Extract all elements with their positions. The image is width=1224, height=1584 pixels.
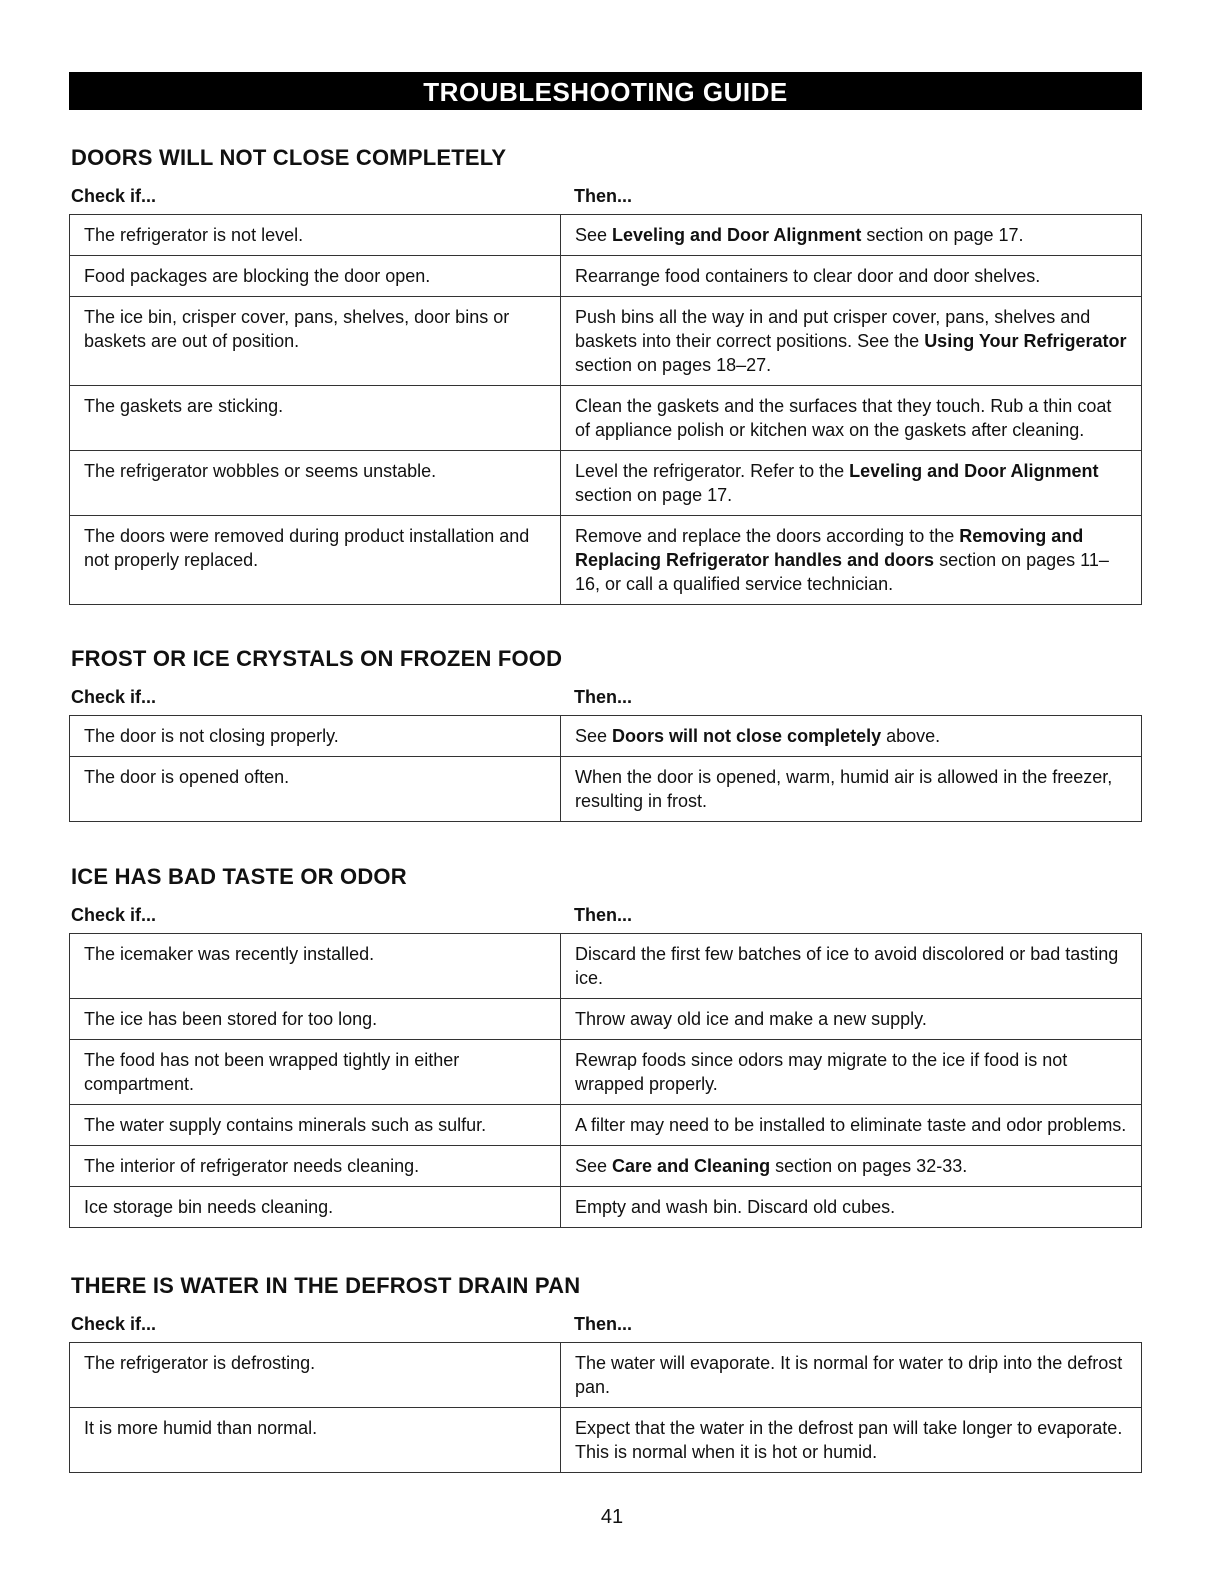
then-cell bbox=[561, 516, 1142, 605]
section-title: THERE IS WATER IN THE DEFROST DRAIN PAN bbox=[71, 1273, 581, 1298]
then-text: When the door is opened, warm, humid air is allowed in the freezer, resulting in frost. bbox=[575, 767, 1113, 811]
section-reference: Removing and Replacing Refrigerator handles and doors bbox=[575, 526, 1084, 570]
then-cell bbox=[561, 716, 1142, 757]
table-row bbox=[70, 215, 1142, 256]
section-reference: Using Your Refrigerator bbox=[924, 331, 1127, 351]
section-title: FROST OR ICE CRYSTALS ON FROZEN FOOD bbox=[71, 646, 563, 671]
check-if-cell: The gaskets are sticking. bbox=[70, 386, 561, 451]
section-title: ICE HAS BAD TASTE OR ODOR bbox=[71, 864, 407, 889]
then-text: section on page 17. bbox=[575, 485, 733, 505]
check-if-cell: The water supply contains minerals such as sulfur. bbox=[70, 1105, 561, 1146]
then-text: section on page 17. bbox=[861, 225, 1024, 245]
then-text: above. bbox=[881, 726, 941, 746]
table-row bbox=[70, 1187, 1142, 1228]
then-text: See bbox=[575, 1156, 613, 1176]
table-row bbox=[70, 934, 1142, 999]
then-text: See bbox=[575, 225, 613, 245]
check-if-cell: The refrigerator is not level. bbox=[70, 215, 561, 256]
section-reference: Leveling and Door Alignment bbox=[612, 225, 862, 245]
table-row bbox=[70, 757, 1142, 822]
troubleshooting-table bbox=[69, 933, 1142, 1228]
table-row bbox=[70, 297, 1142, 386]
troubleshooting-table bbox=[69, 214, 1142, 605]
then-cell bbox=[561, 1187, 1142, 1228]
check-if-header: Check if... bbox=[71, 905, 157, 925]
check-if-cell: The doors were removed during product installation and not properly replaced. bbox=[70, 516, 561, 605]
check-if-cell: The refrigerator is defrosting. bbox=[70, 1343, 561, 1408]
then-header: Then... bbox=[574, 1314, 632, 1334]
table-row bbox=[70, 516, 1142, 605]
table-row bbox=[70, 1105, 1142, 1146]
then-cell bbox=[561, 451, 1142, 516]
then-text: Clean the gaskets and the surfaces that they touch. Rub a thin coat of appliance polish or kitchen wax on the gaskets after cleaning. bbox=[575, 396, 1112, 440]
page-number: 41 bbox=[600, 1506, 624, 1528]
table-row bbox=[70, 716, 1142, 757]
table-row bbox=[70, 1408, 1142, 1473]
then-text: Rewrap foods since odors may migrate to the ice if food is not wrapped properly. bbox=[575, 1050, 1068, 1094]
then-text: section on pages 18–27. bbox=[575, 355, 772, 375]
then-text: Empty and wash bin. Discard old cubes. bbox=[575, 1197, 896, 1217]
section-reference: Care and Cleaning bbox=[612, 1156, 771, 1176]
check-if-header: Check if... bbox=[71, 1314, 157, 1334]
check-if-header: Check if... bbox=[71, 687, 157, 707]
troubleshooting-table bbox=[69, 715, 1142, 822]
column-headers bbox=[69, 686, 1142, 708]
then-cell bbox=[561, 215, 1142, 256]
page-banner-title: TROUBLESHOOTING GUIDE bbox=[69, 72, 1142, 110]
then-text: section on pages 32-33. bbox=[770, 1156, 968, 1176]
then-text: The water will evaporate. It is normal for water to drip into the defrost pan. bbox=[575, 1353, 1123, 1397]
check-if-cell: Food packages are blocking the door open. bbox=[70, 256, 561, 297]
then-header: Then... bbox=[574, 186, 632, 206]
then-cell bbox=[561, 1408, 1142, 1473]
section-reference: Doors will not close completely bbox=[612, 726, 882, 746]
then-text: Level the refrigerator. Refer to the bbox=[575, 461, 850, 481]
then-cell bbox=[561, 1040, 1142, 1105]
check-if-cell: The door is not closing properly. bbox=[70, 716, 561, 757]
check-if-cell: Ice storage bin needs cleaning. bbox=[70, 1187, 561, 1228]
table-row bbox=[70, 386, 1142, 451]
check-if-header: Check if... bbox=[71, 186, 157, 206]
then-text: Rearrange food containers to clear door and door shelves. bbox=[575, 266, 1041, 286]
column-headers bbox=[69, 904, 1142, 926]
section-doors-will-not-close bbox=[69, 145, 1142, 605]
then-text: Throw away old ice and make a new supply. bbox=[575, 1009, 927, 1029]
then-cell bbox=[561, 999, 1142, 1040]
then-cell bbox=[561, 1146, 1142, 1187]
column-headers bbox=[69, 1313, 1142, 1335]
check-if-cell: The refrigerator wobbles or seems unstable. bbox=[70, 451, 561, 516]
then-text: Expect that the water in the defrost pan will take longer to evaporate. This is normal when it is hot or humid. bbox=[575, 1418, 1123, 1462]
section-water-defrost-pan bbox=[69, 1273, 1142, 1473]
then-text: section on pages 11–16, or call a qualified service technician. bbox=[575, 550, 1109, 594]
then-cell bbox=[561, 1343, 1142, 1408]
section-title: DOORS WILL NOT CLOSE COMPLETELY bbox=[71, 145, 507, 170]
column-headers bbox=[69, 185, 1142, 207]
check-if-cell: The door is opened often. bbox=[70, 757, 561, 822]
check-if-cell: The food has not been wrapped tightly in either compartment. bbox=[70, 1040, 561, 1105]
check-if-cell: It is more humid than normal. bbox=[70, 1408, 561, 1473]
table-row bbox=[70, 451, 1142, 516]
table-row bbox=[70, 1146, 1142, 1187]
then-cell bbox=[561, 934, 1142, 999]
then-text: A filter may need to be installed to eliminate taste and odor problems. bbox=[575, 1115, 1127, 1135]
then-text: Remove and replace the doors according to the bbox=[575, 526, 960, 546]
then-cell bbox=[561, 256, 1142, 297]
then-text: See bbox=[575, 726, 613, 746]
then-text: Discard the first few batches of ice to avoid discolored or bad tasting ice. bbox=[575, 944, 1119, 988]
then-cell bbox=[561, 386, 1142, 451]
table-row bbox=[70, 1040, 1142, 1105]
then-cell bbox=[561, 1105, 1142, 1146]
table-row bbox=[70, 1343, 1142, 1408]
check-if-cell: The ice bin, crisper cover, pans, shelves, door bins or baskets are out of position. bbox=[70, 297, 561, 386]
then-cell bbox=[561, 757, 1142, 822]
check-if-cell: The icemaker was recently installed. bbox=[70, 934, 561, 999]
then-header: Then... bbox=[574, 905, 632, 925]
check-if-cell: The interior of refrigerator needs cleaning. bbox=[70, 1146, 561, 1187]
troubleshooting-table bbox=[69, 1342, 1142, 1473]
then-cell bbox=[561, 297, 1142, 386]
then-text: Push bins all the way in and put crisper cover, pans, shelves and baskets into their correct positions. See the bbox=[575, 307, 1091, 351]
table-row bbox=[70, 256, 1142, 297]
check-if-cell: The ice has been stored for too long. bbox=[70, 999, 561, 1040]
section-frost-ice-crystals bbox=[69, 646, 1142, 822]
section-reference: Leveling and Door Alignment bbox=[849, 461, 1099, 481]
section-ice-bad-taste bbox=[69, 864, 1142, 1228]
then-header: Then... bbox=[574, 687, 632, 707]
table-row bbox=[70, 999, 1142, 1040]
